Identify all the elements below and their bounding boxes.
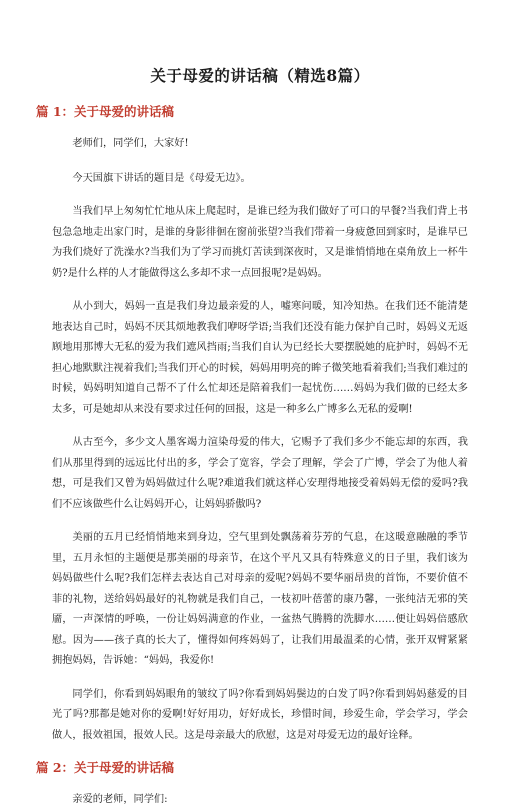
section-heading-1: 篇 1：关于母爱的讲话稿	[36, 104, 175, 119]
document-title: 关于母爱的讲话稿（精选8篇）	[150, 66, 370, 85]
paragraph-greeting: 老师们，同学们，大家好!	[72, 138, 189, 149]
paragraph-3: 从古至今，多少文人墨客竭力渲染母爱的伟大，它赐予了我们多少不能忘却的东西，我们从那里得到的远远比付出的多，学会了宽容，学会了理解，学会了广博，学会了为他人着想，可是我们又曾为妈妈做过什么呢?难道我们就这样心安理得地接受着妈妈无偿的爱吗?我们不应该做些什么让妈妈开心，让妈妈骄傲吗?	[52, 437, 468, 510]
paragraph-greeting-2: 亲爱的老师，同学们:	[72, 794, 168, 805]
paragraph-1: 当我们早上匆匆忙忙地从床上爬起时，是谁已经为我们做好了可口的早餐?当我们背上书包急急地走出家门时，是谁的身影徘徊在窗前张望?当我们带着一身疲惫回到家时，是谁早已为我们烧好了洗澡水?当我们为了学习而挑灯苦读到深夜时，又是谁悄悄地在桌角放上一杯牛奶?是什么样的人才能做得这么多却不求一点回报呢?是妈妈。	[52, 206, 468, 279]
paragraph-5: 同学们，你看到妈妈眼角的皱纹了吗?你看到妈妈鬓边的白发了吗?你看到妈妈慈爱的目光了吗?那都是她对你的爱啊!好好用功，好好成长，珍惜时间，珍爱生命，学会学习，学会做人，报效祖国，报效人民。这是母亲最大的欣慰，这是对母爱无边的最好诠释。	[52, 688, 468, 741]
section-heading-2: 篇 2：关于母爱的讲话稿	[36, 760, 175, 775]
paragraph-2: 从小到大，妈妈一直是我们身边最亲爱的人，嘘寒问暖，知冷知热。在我们还不能清楚地表达自己时，妈妈不厌其烦地教我们咿呀学语;当我们还没有能力保护自己时，妈妈义无返顾地用那博大无私的爱为我们遮风挡雨;当我们自认为已经长大要摆脱她的庇护时，妈妈不无担心地默默注视着我们;当我们开心的时候，妈妈用明亮的眸子微笑地看着我们;当我们难过的时候，妈妈明知道自己帮不了什么忙却还是陪着我们一起忧伤……妈妈为我们做的已经太多太多，可是她却从来没有要求过任何的回报，这是一种多么广博多么无私的爱啊!	[52, 301, 468, 415]
paragraph-4: 美丽的五月已经悄悄地来到身边，空气里到处飘荡着芬芳的气息，在这暖意融融的季节里，五月永恒的主题便是那美丽的母亲节，在这个平凡又具有特殊意义的日子里，我们该为妈妈做些什么呢?我们怎样去表达自己对母亲的爱呢?妈妈不要华丽昂贵的首饰，不要价值不菲的礼物，送给妈妈最好的礼物就是我们自己，一枝初叶蓓蕾的康乃馨，一张纯洁无邪的笑靥，一声深情的呼唤，一份让妈妈满意的作业，一盆热气腾腾的洗脚水……便让妈妈倍感欣慰。因为——孩子真的长大了，懂得如何疼妈妈了，让我们用最温柔的心情，张开双臂紧紧拥抱妈妈，告诉她：“妈妈，我爱你!	[52, 532, 468, 666]
paragraph-topic: 今天国旗下讲话的题目是《母爱无边》。	[72, 172, 251, 184]
